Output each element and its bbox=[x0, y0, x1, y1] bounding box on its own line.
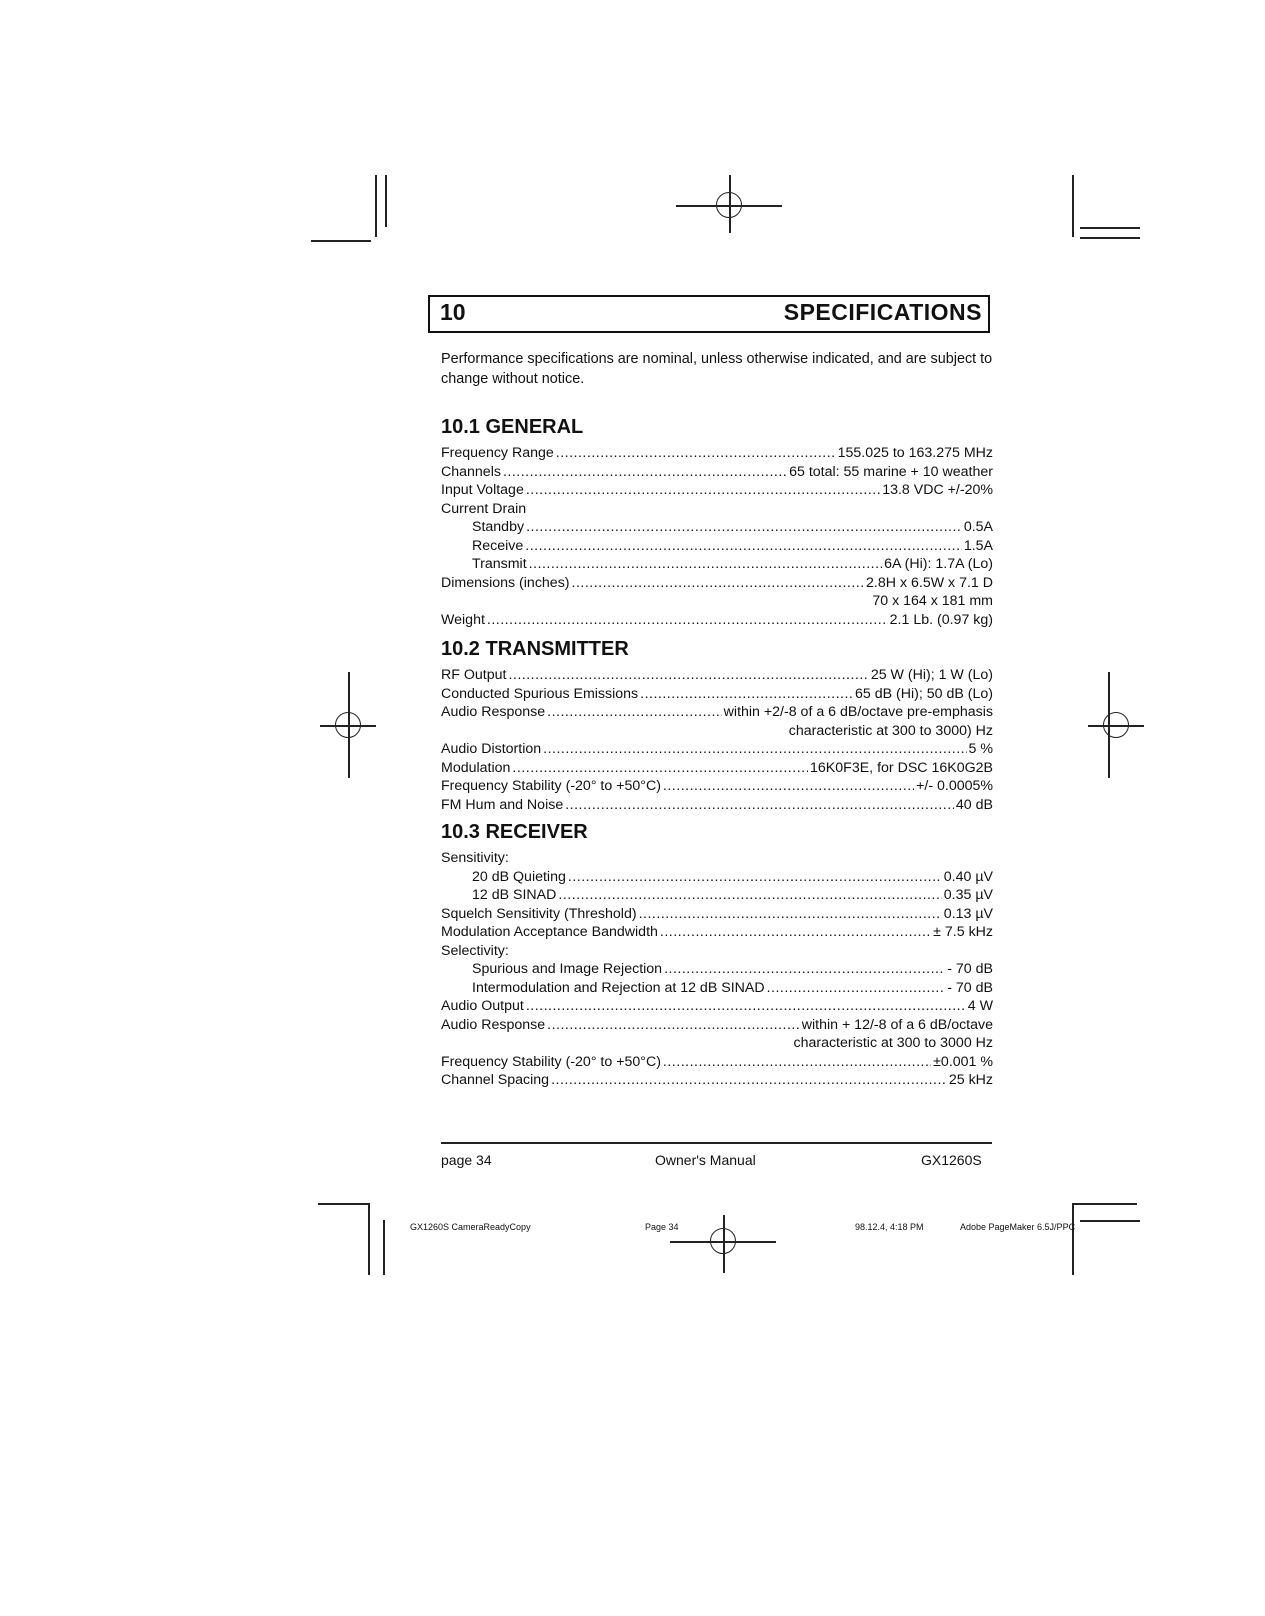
spec-value: - 70 dB bbox=[947, 979, 993, 996]
spec-label: Audio Distortion bbox=[441, 741, 542, 757]
dot-leader bbox=[639, 905, 942, 924]
spec-value: 65 dB (Hi); 50 dB (Lo) bbox=[855, 685, 993, 702]
spec-row bbox=[441, 923, 993, 942]
dot-leader bbox=[526, 481, 880, 500]
registration-mark bbox=[676, 175, 782, 235]
spec-label: Input Voltage bbox=[441, 482, 524, 498]
spec-value: 16K0F3E, for DSC 16K0G2B bbox=[810, 759, 993, 776]
spec-label: Current Drain bbox=[441, 500, 527, 517]
crop-mark bbox=[311, 240, 371, 242]
dot-leader bbox=[526, 997, 966, 1016]
dot-leader bbox=[565, 796, 954, 815]
spec-row bbox=[441, 592, 993, 611]
crop-mark bbox=[1080, 227, 1140, 229]
spec-value: ± 7.5 kHz bbox=[933, 924, 993, 940]
spec-value: characteristic at 300 to 3000 Hz bbox=[793, 1035, 993, 1051]
spec-row bbox=[441, 444, 993, 463]
intro-paragraph: Performance specifications are nominal, unless otherwise indicated, and are subject to change without notice. bbox=[441, 351, 993, 387]
crop-mark bbox=[383, 1220, 385, 1275]
spec-label: Intermodulation and Rejection at 12 dB SINAD bbox=[472, 979, 765, 996]
spec-row bbox=[441, 868, 993, 887]
dot-leader bbox=[558, 886, 941, 905]
spec-value: 0.13 µV bbox=[943, 905, 993, 922]
dot-leader bbox=[660, 923, 931, 942]
dot-leader bbox=[556, 444, 836, 463]
spec-label: Channel Spacing bbox=[441, 1072, 550, 1088]
registration-mark bbox=[670, 1215, 776, 1273]
dot-leader bbox=[640, 685, 853, 704]
slug-page: Page 34 bbox=[645, 1222, 679, 1232]
dot-leader bbox=[503, 463, 787, 482]
spec-value: characteristic at 300 to 3000) Hz bbox=[788, 722, 993, 739]
section-general bbox=[441, 414, 993, 629]
spec-row bbox=[441, 997, 993, 1016]
spec-label: Frequency Range bbox=[441, 445, 554, 461]
spec-value: 70 x 164 x 181 mm bbox=[872, 593, 993, 609]
dot-leader bbox=[525, 537, 962, 556]
footer-model: GX1260S bbox=[921, 1152, 982, 1168]
spec-row bbox=[441, 905, 993, 924]
crop-mark bbox=[1080, 237, 1140, 239]
chapter-title: SPECIFICATIONS bbox=[783, 299, 982, 325]
spec-row bbox=[441, 722, 993, 741]
registration-mark bbox=[320, 672, 376, 778]
spec-label: Sensitivity: bbox=[441, 850, 509, 866]
spec-row bbox=[441, 1016, 993, 1035]
section-heading: 10.1 GENERAL bbox=[441, 416, 584, 438]
spec-row bbox=[441, 463, 993, 482]
spec-label: Modulation Acceptance Bandwidth bbox=[441, 924, 658, 940]
chapter-heading bbox=[428, 295, 990, 333]
spec-row bbox=[441, 481, 993, 500]
spec-row bbox=[441, 574, 993, 593]
spec-label: Channels bbox=[441, 463, 501, 480]
spec-value: - 70 dB bbox=[947, 961, 993, 977]
spec-label: Audio Output bbox=[441, 998, 524, 1014]
spec-label: Receive bbox=[472, 537, 524, 554]
spec-row bbox=[441, 960, 993, 979]
spec-label: Weight bbox=[441, 611, 485, 628]
spec-label: Spurious and Image Rejection bbox=[472, 961, 663, 977]
dot-leader bbox=[551, 1071, 947, 1090]
spec-row bbox=[441, 886, 993, 905]
section-heading: 10.3 RECEIVER bbox=[441, 821, 588, 843]
spec-value: 5 % bbox=[968, 741, 993, 757]
spec-label: Selectivity: bbox=[441, 942, 509, 959]
spec-label: 20 dB Quieting bbox=[472, 868, 566, 885]
crop-mark bbox=[385, 175, 387, 227]
section-transmitter bbox=[441, 636, 993, 814]
spec-row bbox=[441, 500, 993, 519]
spec-row bbox=[441, 1034, 993, 1053]
footer-title: Owner's Manual bbox=[655, 1152, 756, 1168]
spec-list bbox=[441, 444, 993, 629]
spec-label: Transmit bbox=[472, 556, 527, 572]
spec-label: Frequency Stability (-20° to +50°C) bbox=[441, 778, 661, 794]
spec-row bbox=[441, 942, 993, 961]
spec-row bbox=[441, 1053, 993, 1072]
spec-label: RF Output bbox=[441, 667, 507, 683]
dot-leader bbox=[512, 759, 808, 778]
dot-leader bbox=[547, 1016, 800, 1035]
spec-value: 40 dB bbox=[955, 796, 993, 813]
spec-value: within +2/-8 of a 6 dB/octave pre-emphasis bbox=[723, 704, 993, 720]
dot-leader bbox=[767, 979, 946, 998]
spec-row bbox=[441, 979, 993, 998]
crop-mark bbox=[1072, 175, 1074, 237]
dot-leader bbox=[663, 777, 914, 796]
slug-app: Adobe PageMaker 6.5J/PPC bbox=[960, 1222, 1076, 1232]
spec-value: 65 total: 55 marine + 10 weather bbox=[789, 463, 993, 480]
spec-list bbox=[441, 849, 993, 1090]
spec-label: 12 dB SINAD bbox=[472, 887, 557, 903]
spec-label: Squelch Sensitivity (Threshold) bbox=[441, 905, 637, 922]
spec-value: 2.1 Lb. (0.97 kg) bbox=[889, 611, 993, 628]
spec-value: 25 kHz bbox=[948, 1072, 993, 1088]
dot-leader bbox=[663, 1053, 931, 1072]
dot-leader bbox=[568, 868, 942, 887]
slug-timestamp: 98.12.4, 4:18 PM bbox=[855, 1222, 924, 1232]
spec-row bbox=[441, 796, 993, 815]
spec-value: 0.35 µV bbox=[943, 887, 993, 903]
spec-label: Dimensions (inches) bbox=[441, 574, 570, 591]
spec-row bbox=[441, 1071, 993, 1090]
spec-value: 6A (Hi): 1.7A (Lo) bbox=[884, 556, 993, 572]
spec-label: Standby bbox=[472, 519, 525, 535]
crop-mark bbox=[368, 1203, 370, 1275]
spec-value: 25 W (Hi); 1 W (Lo) bbox=[870, 667, 993, 683]
footer-rule bbox=[441, 1142, 992, 1144]
spec-value: +/- 0.0005% bbox=[916, 778, 993, 794]
dot-leader bbox=[526, 518, 962, 537]
spec-value: 2.8H x 6.5W x 7.1 D bbox=[866, 574, 993, 591]
dot-leader bbox=[543, 740, 966, 759]
spec-row bbox=[441, 740, 993, 759]
section-receiver bbox=[441, 819, 993, 1090]
crop-mark bbox=[1080, 1220, 1140, 1222]
spec-value: 0.40 µV bbox=[943, 868, 993, 885]
spec-list bbox=[441, 666, 993, 814]
spec-row bbox=[441, 555, 993, 574]
spec-label: Audio Response bbox=[441, 704, 546, 720]
dot-leader bbox=[529, 555, 883, 574]
spec-row bbox=[441, 666, 993, 685]
spec-label: Audio Response bbox=[441, 1016, 546, 1033]
spec-value: ±0.001 % bbox=[933, 1053, 993, 1070]
spec-row bbox=[441, 703, 993, 722]
spec-row bbox=[441, 611, 993, 630]
crop-mark bbox=[318, 1203, 370, 1205]
spec-value: 13.8 VDC +/-20% bbox=[882, 482, 993, 498]
crop-mark bbox=[1072, 1203, 1074, 1275]
spec-label: Modulation bbox=[441, 759, 511, 776]
registration-mark bbox=[1088, 672, 1144, 778]
dot-leader bbox=[547, 703, 722, 722]
chapter-number: 10 bbox=[440, 299, 466, 325]
dot-leader bbox=[487, 611, 888, 630]
dot-leader bbox=[508, 666, 868, 685]
spec-label: Frequency Stability (-20° to +50°C) bbox=[441, 1053, 661, 1070]
footer-page: page 34 bbox=[441, 1152, 492, 1168]
spec-row bbox=[441, 759, 993, 778]
spec-row bbox=[441, 849, 993, 868]
spec-row bbox=[441, 685, 993, 704]
spec-value: within + 12/-8 of a 6 dB/octave bbox=[801, 1016, 993, 1033]
spec-row bbox=[441, 537, 993, 556]
section-heading: 10.2 TRANSMITTER bbox=[441, 638, 629, 660]
spec-value: 1.5A bbox=[963, 537, 993, 554]
dot-leader bbox=[664, 960, 945, 979]
crop-mark bbox=[375, 175, 377, 237]
spec-label: FM Hum and Noise bbox=[441, 796, 564, 813]
spec-row bbox=[441, 777, 993, 796]
spec-value: 155.025 to 163.275 MHz bbox=[837, 445, 993, 461]
spec-value: 0.5A bbox=[963, 519, 993, 535]
spec-value: 4 W bbox=[967, 998, 993, 1014]
dot-leader bbox=[572, 574, 865, 593]
slug-file: GX1260S CameraReadyCopy bbox=[410, 1222, 531, 1232]
spec-row bbox=[441, 518, 993, 537]
crop-mark bbox=[1072, 1203, 1137, 1205]
spec-label: Conducted Spurious Emissions bbox=[441, 685, 639, 702]
